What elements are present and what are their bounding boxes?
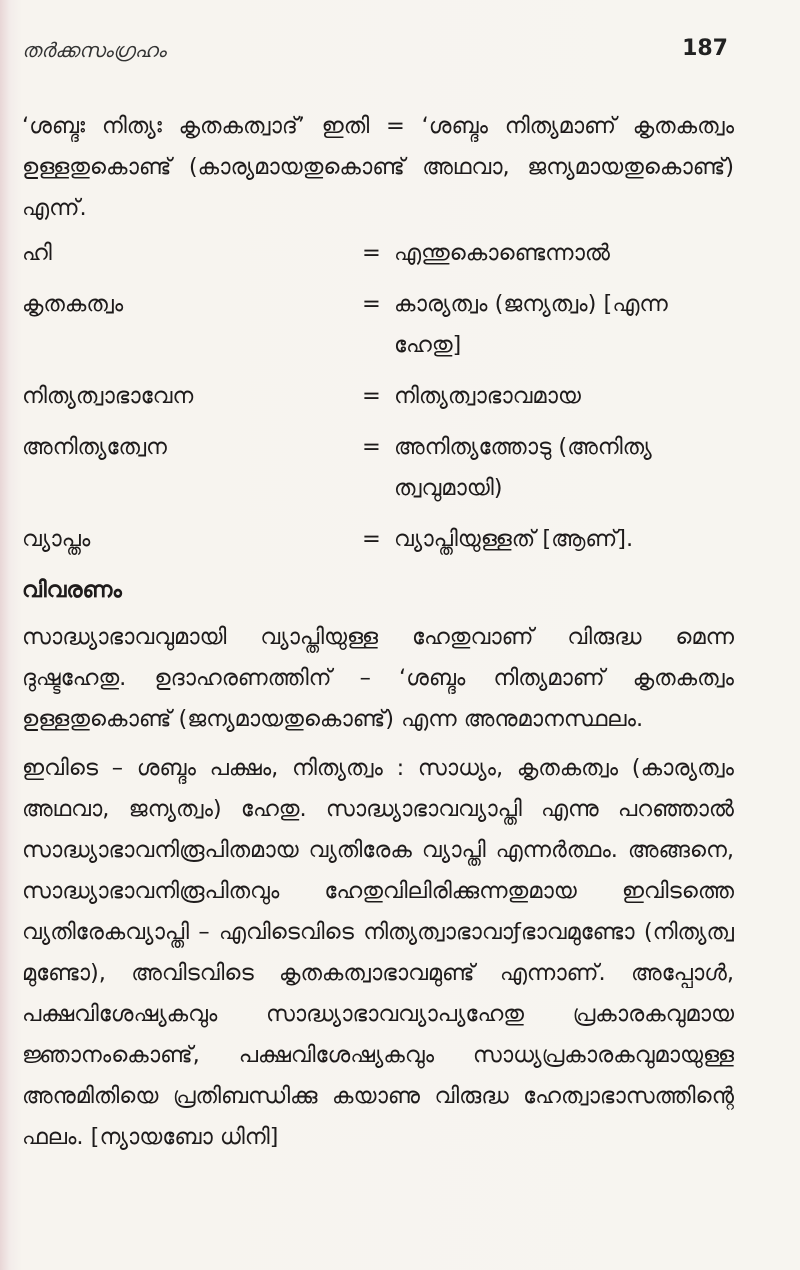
glossary-list [22, 233, 734, 560]
glossary-row [22, 284, 734, 366]
glossary-meaning: നിത്യത്വാഭാവമായ [394, 383, 581, 409]
glossary-meaning: എന്തുകൊണ്ടെന്നാൽ [394, 240, 610, 266]
glossary-row [22, 376, 734, 417]
glossary-term: വ്യാപ്തം [22, 526, 91, 552]
page-number: 187 [682, 36, 728, 61]
glossary-term: അനിത്യത്വേന [22, 434, 167, 460]
glossary-term: ഹി [22, 240, 52, 266]
section-heading: വിവരണം [22, 577, 122, 603]
intro-paragraph: ‘ശബ്ദഃ നിത്യഃ കൃതകത്വാദ്’ ഇതി = ‘ശബ്ദം നിത്യമാണ് കൃതകത്വം ഉള്ളതുകൊണ്ട് (കാര്യമായതുകൊണ്ട് അഥവാ, ജന്യമായതുകൊണ്ട്) എന്ന്. [22, 113, 734, 221]
page-content [22, 106, 734, 1166]
body-paragraph: സാദ്ധ്യാഭാവവുമായി വ്യാപ്തിയുള്ള ഹേതുവാണ് വിരുദ്ധ മെന്ന ദുഷ്ടഹേതു. ഉദാഹരണത്തിന് – ‘ശബ്ദം നിത്യമാണ് കൃതകത്വം ഉള്ളതുകൊണ്ട് (ജന്യമായതുകൊണ്ട്) എന്ന അനുമാനസ്ഥലം. [22, 624, 734, 732]
glossary-row [22, 427, 734, 509]
body-paragraph: ഇവിടെ – ശബ്ദം പക്ഷം, നിത്യത്വം : സാധ്യം, കൃതകത്വം (കാര്യത്വം അഥവാ, ജന്യത്വം) ഹേതു. സാദ്ധ്യാഭാവവ്യാപ്തി എന്നു പറഞ്ഞാൽ സാദ്ധ്യാഭാവനിരൂപിതമായ വ്യതിരേക വ്യാപ്തി എന്നർത്ഥം. അങ്ങനെ, സാദ്ധ്യാഭാവനിരൂപിതവും ഹേതുവിലിരിക്കുന്നതുമായ ഇവിടത്തെ വ്യതിരേകവ്യാപ്തി – എവിടെവിടെ നിത്യത്വാഭാവാƒഭാവമുണ്ടോ (നിത്യത്വ മുണ്ടോ), അവിടവിടെ കൃതകത്വാഭാവമുണ്ട് എന്നാണ്. അപ്പോൾ, പക്ഷവിശേഷ്യകവും സാദ്ധ്യാഭാവവ്യാപ്യഹേതു പ്രകാരകവുമായ ജ്ഞാനംകൊണ്ട്, പക്ഷവിശേഷ്യകവും സാധ്യപ്രകാരകവുമായുള്ള അനുമിതിയെ പ്രതിബന്ധിക്കു കയാണു വിരുദ്ധ ഹേത്വാഭാസത്തിന്റെ ഫലം. [ന്യായബോ ധിനി] [22, 755, 734, 1150]
glossary-term: നിത്യത്വാഭാവേന [22, 383, 194, 409]
running-title: തർക്കസംഗ്രഹം [22, 38, 166, 62]
glossary-term: കൃതകത്വം [22, 291, 124, 317]
equals-sign: = [362, 526, 381, 552]
glossary-meaning: അനിത്യത്തോടു (അനിത്യ ത്വവുമായി) [394, 434, 652, 501]
equals-sign: = [362, 240, 381, 266]
equals-sign: = [362, 291, 381, 317]
equals-sign: = [362, 383, 381, 409]
equals-sign: = [362, 434, 381, 460]
glossary-row [22, 233, 734, 274]
glossary-meaning: വ്യാപ്തിയുള്ളത് [ആണ്]. [394, 526, 634, 552]
glossary-row [22, 519, 734, 560]
glossary-meaning: കാര്യത്വം (ജന്യത്വം) [എന്ന ഹേതു] [394, 291, 668, 358]
